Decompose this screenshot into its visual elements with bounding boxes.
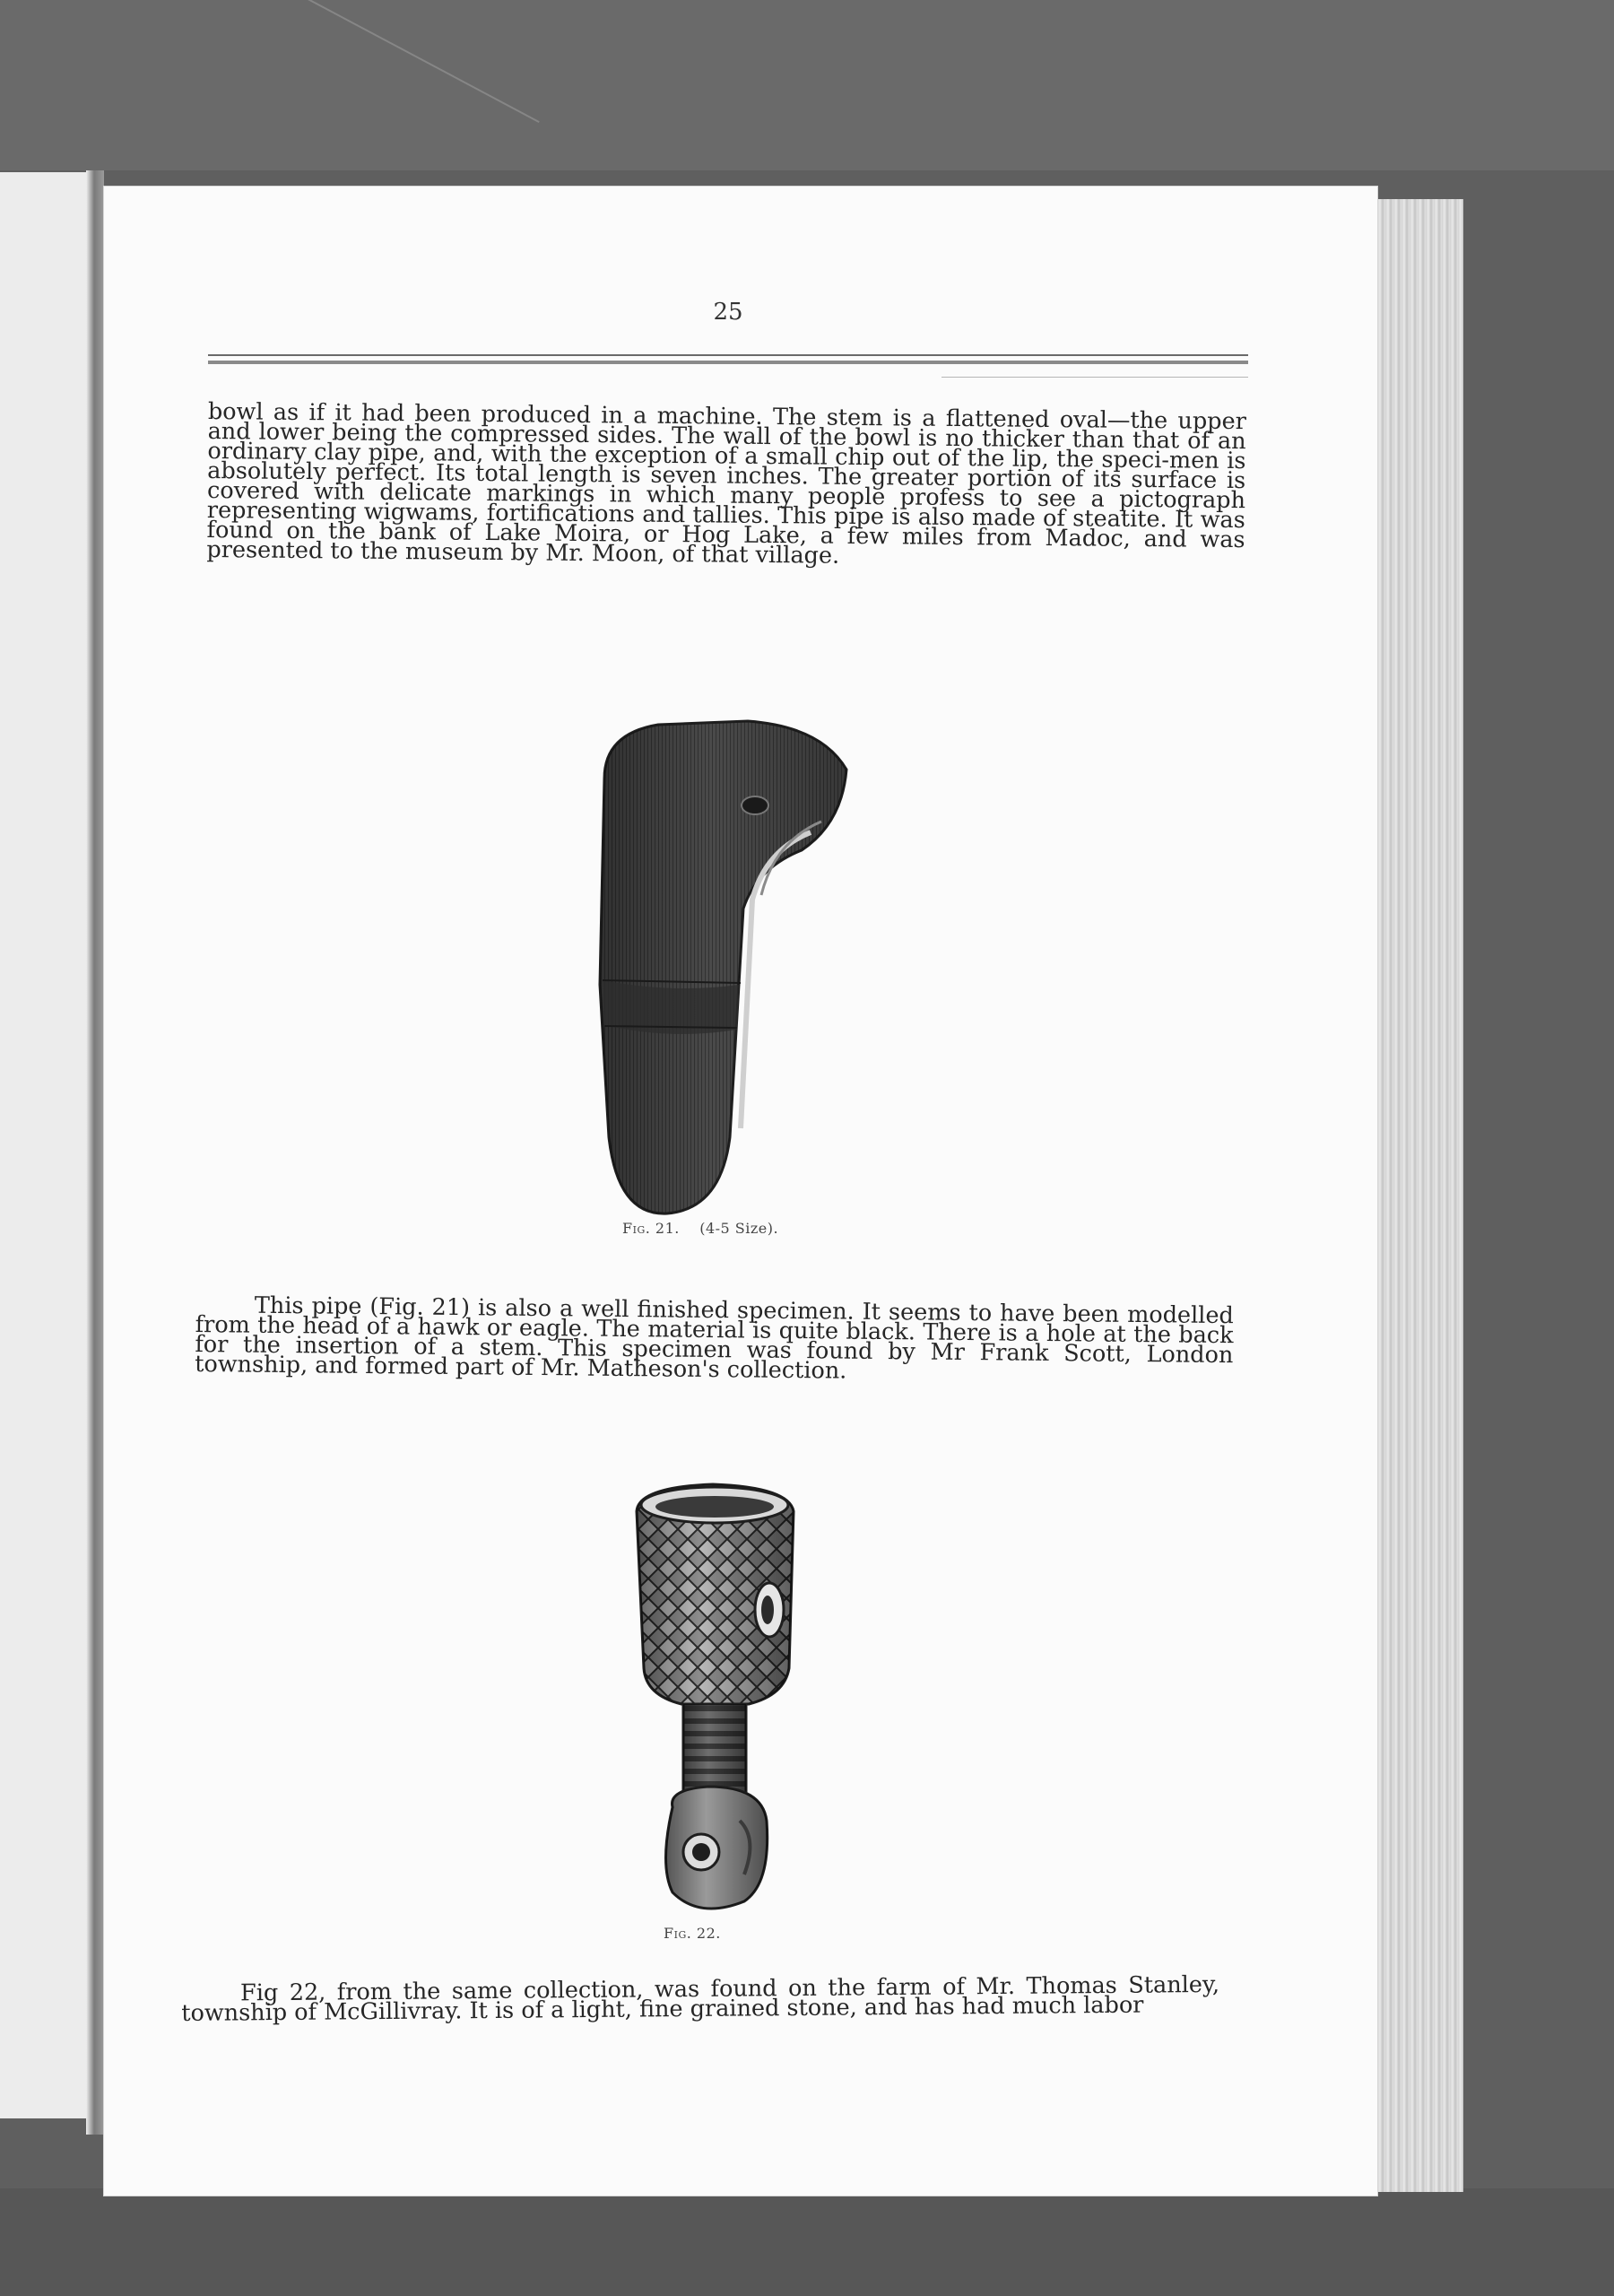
header-rule-faint [941,377,1248,378]
header-rule-thick [208,361,1248,364]
figure-22-label: Fig. 22. [664,1925,721,1942]
figure-21-caption [622,1220,837,1237]
figure-21-note: (4-5 Size). [699,1220,779,1237]
figure-22-caption [664,1925,771,1942]
page-number: 25 [713,299,743,326]
header-rule [208,354,1248,356]
paragraph-fig21-description: This pipe (Fig. 21) is also a well finished specimen. It seems to have been modelled from the head of a hawk or eagle. The material is quite black. There is a hole at the back for the insertion of a stem. This specimen was found by Mr Frank Scott, London township, and formed part of Mr. Matheson's collection. [195,1292,1234,1385]
backdrop-bottom [0,2188,1614,2296]
paragraph-fig22-description: Fig 22, from the same collection, was found on the farm of Mr. Thomas Stanley, township of McGillivray. It is of a light, fine grained stone, and has had much labor [181,1970,1220,2027]
paragraph-continuation: bowl as if it had been produced in a machine. The stem is a flattened oval—the upper and lower being the compressed sides. The wall of the bowl is no thicker than that of an ordinary clay pipe, and, with the exception of a small chip out of the lip, the speci-men is absolutely perfect. Its total length is seven inches. The greater portion of its surface is covered with delicate markings in which many people profess to see a pictograph representing wigwams, fortifications and tallies. This pipe is also made of steatite. It was found on the bank of Lake Moira, or Hog Lake, a few miles from Madoc, and was presented to the museum by Mr. Moon, of that village. [206,398,1246,570]
hawk-head-pipe-illustration [586,716,855,1218]
backdrop-top [0,0,1614,170]
figure-21-label: Fig. 21. [622,1220,680,1237]
page-edges [1377,199,1463,2192]
carved-stone-pipe-illustration [619,1480,807,1928]
book-spine [86,170,104,2135]
